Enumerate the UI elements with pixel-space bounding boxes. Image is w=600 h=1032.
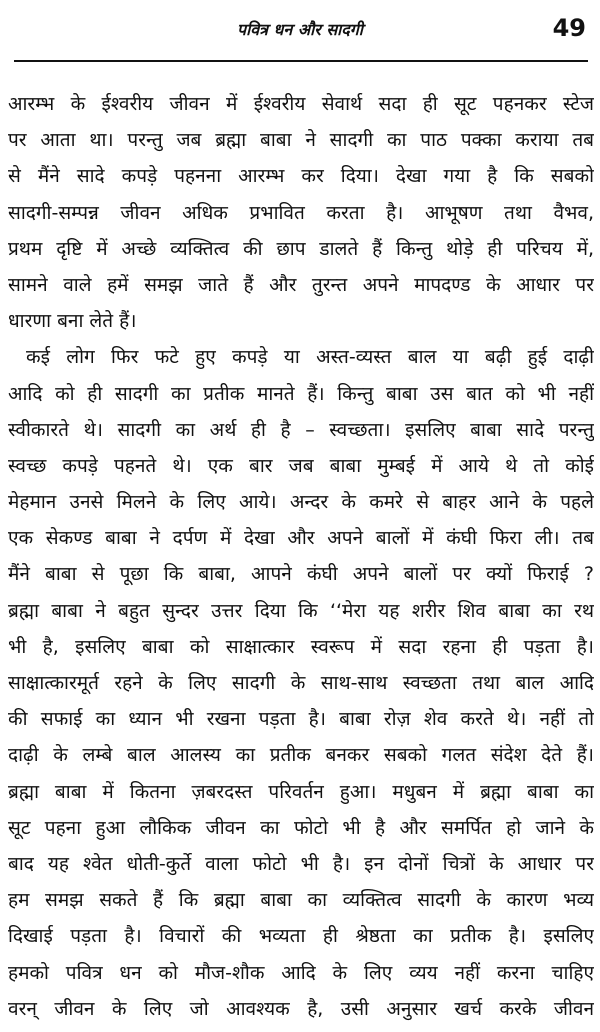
text-line: प्रथम दृष्टि में अच्छे व्यक्तित्व की छाप डालते हैं किन्तु थोड़े ही परिचय में, bbox=[8, 237, 594, 260]
text-line: साक्षात्कारमूर्त रहने के लिए सादगी के साथ-साथ स्वच्छता तथा बाल आदि bbox=[8, 672, 594, 694]
running-title: पवित्र धन और सादगी bbox=[237, 20, 363, 39]
paragraph-end-line: धारणा बना लेते हैं। bbox=[8, 310, 137, 333]
text-line: स्वीकारते थे। सादगी का अर्थ ही है – स्वच्छता। इसलिए बाबा सादे परन्तु bbox=[8, 418, 594, 441]
text-line: की सफाई का ध्यान भी रखना पड़ता है। बाबा रोज़ शेव करते थे। नहीं तो bbox=[8, 708, 594, 731]
text-line: सादगी-सम्पन्न जीवन अधिक प्रभावित करता है। आभूषण तथा वैभव, bbox=[8, 201, 594, 224]
text-line: हमको पवित्र धन को मौज-शौक आदि के लिए व्यय नहीं करना चाहिए bbox=[8, 961, 594, 984]
page-number: 49 bbox=[552, 14, 586, 42]
text-line: पर आता था। परन्तु जब ब्रह्मा बाबा ने सादगी का पाठ पक्का कराया तब bbox=[8, 129, 594, 152]
text-line: भी है, इसलिए बाबा को साक्षात्कार स्वरूप में सदा रहना ही पड़ता है। bbox=[8, 635, 594, 658]
text-line: हम समझ सकते हैं कि ब्रह्मा बाबा का व्यक्तित्व सादगी के कारण भव्य bbox=[8, 889, 594, 912]
text-line: स्वच्छ कपड़े पहनते थे। एक बार जब बाबा मुम्बई में आये थे तो कोई bbox=[8, 454, 594, 477]
text-line: से मैंने सादे कपड़े पहनना आरम्भ कर दिया। देखा गया है कि सबको bbox=[8, 165, 594, 188]
header-rule bbox=[14, 60, 588, 62]
paragraph-start-line: कई लोग फिर फटे हुए कपड़े या अस्त-व्यस्त बाल या बढ़ी हुई दाढ़ी bbox=[26, 346, 594, 369]
running-header bbox=[0, 14, 600, 54]
text-line: आरम्भ के ईश्वरीय जीवन में ईश्वरीय सेवार्थ सदा ही सूट पहनकर स्टेज bbox=[8, 93, 594, 115]
text-line: सामने वाले हमें समझ जाते हैं और तुरन्त अपने मापदण्ड के आधार पर bbox=[8, 273, 594, 296]
text-line: ब्रह्मा बाबा में कितना ज़बरदस्त परिवर्तन हुआ। मधुबन में ब्रह्मा बाबा का bbox=[8, 780, 594, 803]
text-line: ब्रह्मा बाबा ने बहुत सुन्दर उत्तर दिया कि ‘‘मेरा यह शरीर शिव बाबा का रथ bbox=[8, 599, 594, 622]
text-line: मेहमान उनसे मिलने के लिए आये। अन्दर के कमरे से बाहर आने के पहले bbox=[8, 491, 594, 514]
text-line: आदि को ही सादगी का प्रतीक मानते हैं। किन्तु बाबा उस बात को भी नहीं bbox=[8, 382, 594, 405]
text-line: एक सेकण्ड बाबा ने दर्पण में देखा और अपने बालों में कंघी फिरा ली। तब bbox=[8, 527, 594, 550]
text-line: वरन् जीवन के लिए जो आवश्यक है, उसी अनुसार खर्च करके जीवन bbox=[8, 997, 594, 1020]
text-line: सूट पहना हुआ लौकिक जीवन का फोटो भी है और समर्पित हो जाने के bbox=[8, 816, 594, 839]
text-line: मैंने बाबा से पूछा कि बाबा, आपने कंघी अपने बालों पर क्यों फिराई ? bbox=[8, 563, 594, 586]
text-line: बाद यह श्वेत धोती-कुर्ते वाला फोटो भी है। इन दोनों चित्रों के आधार पर bbox=[8, 852, 594, 875]
text-line: दाढ़ी के लम्बे बाल आलस्य का प्रतीक बनकर सबको गलत संदेश देते हैं। bbox=[8, 744, 594, 767]
text-line: दिखाई पड़ता है। विचारों की भव्यता ही श्रेष्ठता का प्रतीक है। इसलिए bbox=[8, 925, 594, 948]
body-text bbox=[8, 86, 594, 1027]
